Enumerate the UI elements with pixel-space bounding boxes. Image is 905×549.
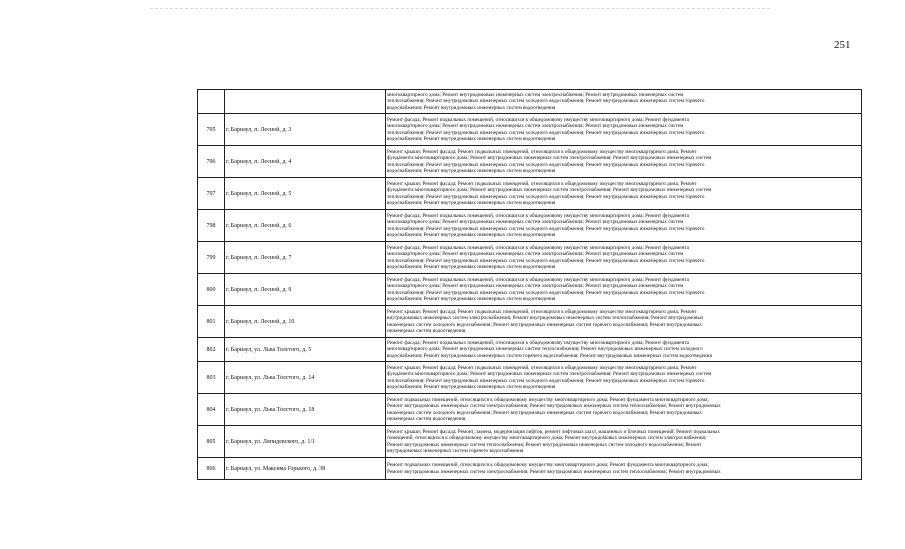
page-number: 251 <box>834 39 851 51</box>
address-cell: г. Барнаул, ул. Льва Толстого, д. 5 <box>225 338 386 362</box>
address-cell: г. Барнаул, п. Лесной, д. 4 <box>225 146 386 178</box>
row-number-cell: 798 <box>198 210 225 242</box>
works-cell: Ремонт подвальных помещений, относящихся к общедомовому имуществу многоквартирного дома; Ремонт фундамента многоквартирного дома; Ремонт внутридомовых инженерных систем электроснабжения; Ремонт внутридомовых инженерных систем теплоснабжения; Ремонт внутридомовых <box>386 458 862 480</box>
row-number-cell: 804 <box>198 394 225 426</box>
table-row <box>198 394 862 426</box>
row-number-cell: 797 <box>198 178 225 210</box>
works-cell: Ремонт крыши; Ремонт фасада; Ремонт подвальных помещений, относящихся к общедомовому имуществу многоквартирного дома; Ремонт внутридомовых инженерных систем электроснабжения; Ремонт внутридомовых инженерных систем теплоснабжения; Ремонт внутридомовых инженерных систем холодного водоснабжения; Ремонт внутридомовых инженерных систем горячего водоснабжения; Ремонт внутридомовых инженерных систем водоотведения <box>386 306 862 338</box>
scan-top-edge <box>150 8 770 9</box>
address-cell: г. Барнаул, ул. Ляпидевского, д. 1/1 <box>225 426 386 458</box>
table-row <box>198 458 862 480</box>
works-cell: Ремонт фасада; Ремонт подвальных помещений, относящихся к общедомовому имуществу многоквартирного дома; Ремонт фундамента многоквартирного дома; Ремонт внутридомовых инженерных систем теплоснабжения; Ремонт внутридомовых инженерных систем холодного водоснабжения; Ремонт внутридомовых инженерных систем горячего водоснабжения; Ремонт внутридомовых инженерных систем водоотведения <box>386 338 862 362</box>
row-number-cell: 805 <box>198 426 225 458</box>
table-row <box>198 426 862 458</box>
row-number-cell <box>198 90 225 114</box>
address-cell: г. Барнаул, п. Лесной, д. 7 <box>225 242 386 274</box>
table-row <box>198 338 862 362</box>
table-row <box>198 362 862 394</box>
row-number-cell: 800 <box>198 274 225 306</box>
works-cell: Ремонт крыши; Ремонт фасада; Ремонт, замена, модернизация лифтов, ремонт лифтовых шахт, машинных и блочных помещений; Ремонт подвальных помещений, относящихся к общедомовому имуществу многоквартирного дома; Ремонт внутридомовых инженерных систем электроснабжения; Ремонт внутридомовых инженерных систем теплоснабжения; Ремонт внутридомовых инженерных систем холодного водоснабжения; Ремонт внутридомовых инженерных систем горячего водоснабжения <box>386 426 862 458</box>
row-number-cell: 803 <box>198 362 225 394</box>
row-number-cell: 802 <box>198 338 225 362</box>
address-cell: г. Барнаул, ул. Льва Толстого, д. 14 <box>225 362 386 394</box>
row-number-cell: 795 <box>198 114 225 146</box>
table-row <box>198 114 862 146</box>
works-cell: Ремонт фасада; Ремонт подвальных помещений, относящихся к общедомовому имуществу многоквартирного дома; Ремонт фундамента многоквартирного дома; Ремонт внутридомовых инженерных систем электроснабжения; Ремонт внутридомовых инженерных систем теплоснабжения; Ремонт внутридомовых инженерных систем холодного водоснабжения; Ремонт внутридомовых инженерных систем горячего водоснабжения; Ремонт внутридомовых инженерных систем водоотведения <box>386 274 862 306</box>
row-number-cell: 799 <box>198 242 225 274</box>
table-row <box>198 210 862 242</box>
address-cell: г. Барнаул, п. Лесной, д. 3 <box>225 114 386 146</box>
address-cell: г. Барнаул, п. Лесной, д. 10 <box>225 306 386 338</box>
table-row <box>198 306 862 338</box>
address-cell: г. Барнаул, п. Лесной, д. 9 <box>225 274 386 306</box>
address-cell: г. Барнаул, ул. Льва Толстого, д. 18 <box>225 394 386 426</box>
table-row <box>198 178 862 210</box>
works-cell: Ремонт фасада; Ремонт подвальных помещений, относящихся к общедомовому имуществу многоквартирного дома; Ремонт фундамента многоквартирного дома; Ремонт внутридомовых инженерных систем электроснабжения; Ремонт внутридомовых инженерных систем теплоснабжения; Ремонт внутридомовых инженерных систем холодного водоснабжения; Ремонт внутридомовых инженерных систем горячего водоснабжения; Ремонт внутридомовых инженерных систем водоотведения <box>386 114 862 146</box>
works-cell: Ремонт крыши; Ремонт фасада; Ремонт подвальных помещений, относящихся к общедомовому имуществу многоквартирного дома; Ремонт фундамента многоквартирного дома; Ремонт внутридомовых инженерных систем электроснабжения; Ремонт внутридомовых инженерных систем теплоснабжения; Ремонт внутридомовых инженерных систем холодного водоснабжения; Ремонт внутридомовых инженерных систем горячего водоснабжения; Ремонт внутридомовых инженерных систем водоотведения <box>386 146 862 178</box>
works-cell: Ремонт фасада; Ремонт подвальных помещений, относящихся к общедомовому имуществу многоквартирного дома; Ремонт фундамента многоквартирного дома; Ремонт внутридомовых инженерных систем электроснабжения; Ремонт внутридомовых инженерных систем теплоснабжения; Ремонт внутридомовых инженерных систем холодного водоснабжения; Ремонт внутридомовых инженерных систем горячего водоснабжения; Ремонт внутридомовых инженерных систем водоотведения <box>386 210 862 242</box>
works-cell: Ремонт крыши; Ремонт фасада; Ремонт подвальных помещений, относящихся к общедомовому имуществу многоквартирного дома; Ремонт фундамента многоквартирного дома; Ремонт внутридомовых инженерных систем электроснабжения; Ремонт внутридомовых инженерных систем теплоснабжения; Ремонт внутридомовых инженерных систем холодного водоснабжения; Ремонт внутридомовых инженерных систем горячего водоснабжения; Ремонт внутридомовых инженерных систем водоотведения <box>386 362 862 394</box>
address-cell: г. Барнаул, п. Лесной, д. 6 <box>225 210 386 242</box>
works-cell: Ремонт подвальных помещений, относящихся к общедомовому имуществу многоквартирного дома; Ремонт фундамента многоквартирного дома; Ремонт внутридомовых инженерных систем электроснабжения; Ремонт внутридомовых инженерных систем теплоснабжения; Ремонт внутридомовых инженерных систем холодного водоснабжения; Ремонт внутридомовых инженерных систем горячего водоснабжения; Ремонт внутридомовых инженерных систем водоотведения <box>386 394 862 426</box>
table-row <box>198 146 862 178</box>
row-number-cell: 796 <box>198 146 225 178</box>
row-number-cell: 801 <box>198 306 225 338</box>
table-row <box>198 90 862 114</box>
repair-works-table <box>197 89 862 480</box>
address-cell: г. Барнаул, п. Лесной, д. 5 <box>225 178 386 210</box>
works-cell: Ремонт фасада; Ремонт подвальных помещений, относящихся к общедомовому имуществу многоквартирного дома; Ремонт фундамента многоквартирного дома; Ремонт внутридомовых инженерных систем электроснабжения; Ремонт внутридомовых инженерных систем теплоснабжения; Ремонт внутридомовых инженерных систем холодного водоснабжения; Ремонт внутридомовых инженерных систем горячего водоснабжения; Ремонт внутридомовых инженерных систем водоотведения <box>386 242 862 274</box>
table-body <box>198 90 862 480</box>
works-cell: многоквартирного дома; Ремонт внутридомовых инженерных систем электроснабжения; Ремонт внутридомовых инженерных систем теплоснабжения; Ремонт внутридомовых инженерных систем холодного водоснабжения; Ремонт внутридомовых инженерных систем горячего водоснабжения; Ремонт внутридомовых инженерных систем водоотведения <box>386 90 862 114</box>
table-row <box>198 242 862 274</box>
row-number-cell: 806 <box>198 458 225 480</box>
works-cell: Ремонт крыши; Ремонт фасада; Ремонт подвальных помещений, относящихся к общедомовому имуществу многоквартирного дома; Ремонт фундамента многоквартирного дома; Ремонт внутридомовых инженерных систем электроснабжения; Ремонт внутридомовых инженерных систем теплоснабжения; Ремонт внутридомовых инженерных систем холодного водоснабжения; Ремонт внутридомовых инженерных систем горячего водоснабжения; Ремонт внутридомовых инженерных систем водоотведения <box>386 178 862 210</box>
address-cell <box>225 90 386 114</box>
table-row <box>198 274 862 306</box>
address-cell: г. Барнаул, ул. Максима Горького, д. 38 <box>225 458 386 480</box>
